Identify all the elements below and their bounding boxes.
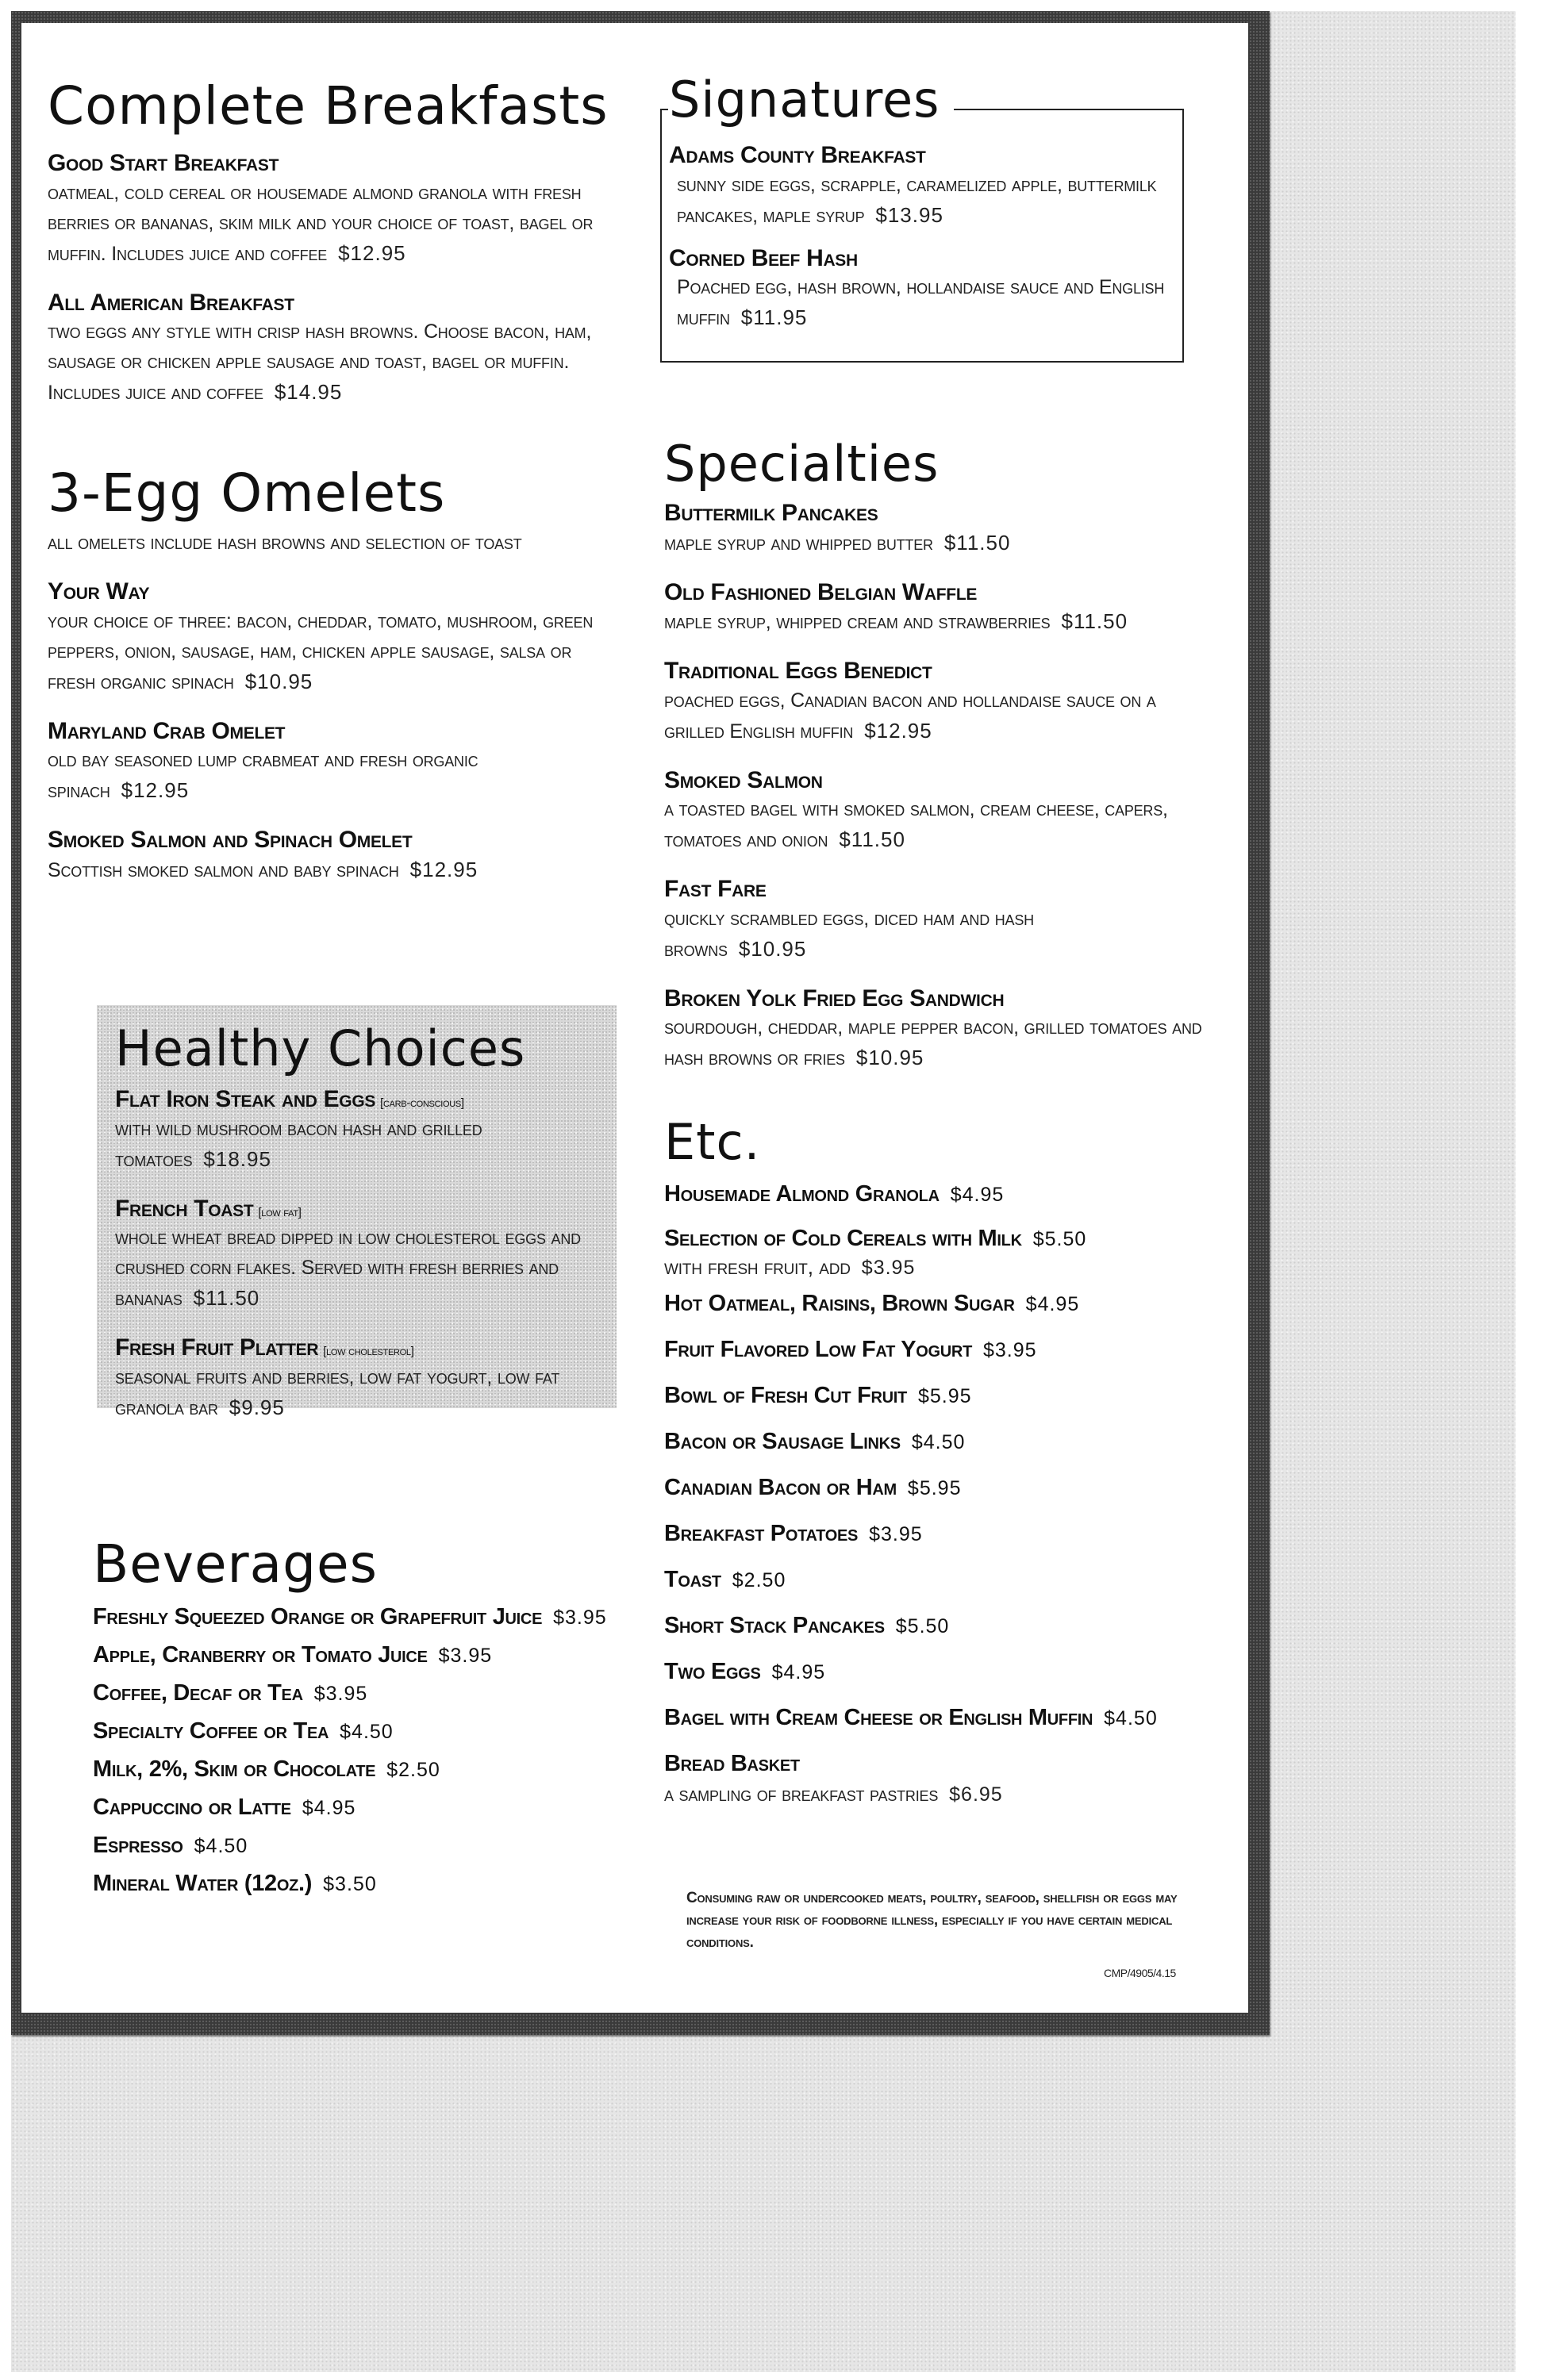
diet-tag: [low fat] — [258, 1205, 302, 1219]
item-price: $10.95 — [738, 936, 807, 961]
menu-item — [664, 658, 1212, 747]
etc-item — [664, 1419, 1220, 1465]
etc-item — [664, 1281, 1220, 1327]
section-title: Signatures — [669, 71, 940, 129]
item-name — [115, 1196, 607, 1223]
menu-item — [664, 579, 1212, 638]
menu-code: CMP/4905/4.15 — [1104, 1967, 1176, 1979]
item-description-text: sunny side eggs, scrapple, caramelized apple, buttermilk pancakes, maple syrup — [677, 173, 1157, 227]
item-description — [664, 606, 1212, 637]
item-name: Traditional Eggs Benedict — [664, 658, 932, 684]
item-price: $12.95 — [121, 778, 190, 802]
menu-item — [664, 985, 1212, 1074]
food-safety-disclaimer: Consuming raw or undercooked meats, poultry, seafood, shellfish or eggs may increase your risk of foodborne illness, especially if you have certain medical conditions. — [686, 1890, 1178, 1951]
item-price: $9.95 — [229, 1395, 285, 1419]
item-price: $12.95 — [409, 857, 478, 881]
item-name: Hot Oatmeal, Raisins, Brown Sugar — [664, 1291, 1015, 1316]
etc-item — [664, 1373, 1220, 1419]
item-name: Short Stack Pancakes — [664, 1613, 885, 1638]
item-price: $3.95 — [553, 1606, 607, 1629]
item-price: $5.50 — [1032, 1228, 1087, 1250]
item-price: $4.50 — [194, 1835, 248, 1857]
item-name: Mineral Water (12oz.) — [93, 1871, 313, 1896]
item-description — [664, 685, 1212, 747]
menu-item — [669, 142, 1177, 231]
item-description-text: two eggs any style with crisp hash browns. Choose bacon, ham, sausage or chicken apple sausage and toast, bagel or muffin. Includes juice and coffee — [48, 321, 592, 404]
menu-item — [664, 767, 1212, 856]
item-name: Freshly Squeezed Orange or Grapefruit Juice — [93, 1604, 543, 1630]
section-specialties — [664, 435, 1212, 1094]
item-name — [115, 1086, 607, 1114]
menu-item — [48, 290, 619, 409]
item-name: Maryland Crab Omelet — [48, 717, 286, 744]
item-name: Old Fashioned Belgian Waffle — [664, 578, 978, 605]
item-description-text: sourdough, cheddar, maple pepper bacon, grilled tomatoes and hash browns or fries — [664, 1016, 1202, 1069]
item-name: Housemade Almond Granola — [664, 1181, 940, 1207]
section-title: Specialties — [664, 435, 940, 493]
item-description-text: your choice of three: bacon, cheddar, tomato, mushroom, green peppers, onion, sausage, ham, chicken apple sausage, salsa or fresh organic spinach — [48, 609, 594, 693]
item-name: Fast Fare — [664, 876, 767, 902]
item-description — [664, 1779, 1220, 1810]
item-description — [48, 317, 619, 408]
section-omelets — [48, 463, 611, 906]
section-title: Complete Breakfasts — [48, 75, 609, 136]
etc-item — [664, 1327, 1220, 1373]
item-name-text: French Toast — [115, 1195, 254, 1222]
beverage-item — [93, 1713, 664, 1751]
item-price: $12.95 — [864, 718, 932, 743]
addon-price: $3.95 — [861, 1257, 916, 1279]
etc-item — [664, 1465, 1220, 1511]
item-description — [664, 904, 1109, 965]
item-description — [664, 1012, 1212, 1073]
item-name: Two Eggs — [664, 1659, 761, 1684]
item-price: $4.95 — [950, 1184, 1005, 1206]
item-name: Bacon or Sausage Links — [664, 1429, 901, 1454]
item-name: Coffee, Decaf or Tea — [93, 1680, 303, 1706]
beverage-item — [93, 1637, 664, 1675]
beverage-item — [93, 1789, 664, 1827]
section-title: Beverages — [93, 1534, 379, 1595]
beverage-item — [93, 1751, 664, 1789]
item-description-text: a toasted bagel with smoked salmon, cream cheese, capers, tomatoes and onion — [664, 798, 1168, 851]
item-price: $13.95 — [875, 202, 943, 227]
item-name: Milk, 2%, Skim or Chocolate — [93, 1756, 376, 1782]
section-title: Etc. — [664, 1113, 761, 1171]
item-name: Breakfast Potatoes — [664, 1521, 859, 1546]
item-addon — [664, 1253, 1220, 1281]
item-description — [48, 854, 611, 885]
item-name — [115, 1334, 607, 1362]
item-price: $10.95 — [244, 669, 313, 693]
item-price: $3.95 — [983, 1339, 1037, 1361]
menu-item — [115, 1334, 607, 1423]
item-name: Espresso — [93, 1833, 183, 1858]
item-description-text: old bay seasoned lump crabmeat and fresh organic spinach — [48, 749, 478, 802]
item-price: $14.95 — [274, 380, 343, 404]
item-price: $11.50 — [839, 827, 905, 851]
item-price: $4.50 — [1104, 1707, 1158, 1729]
diet-tag: [low cholesterol] — [323, 1345, 414, 1358]
beverage-item — [93, 1599, 664, 1637]
item-description — [669, 272, 1177, 333]
item-description-text: Poached egg, hash brown, hollandaise sauce and English muffin — [677, 276, 1165, 329]
item-price: $4.95 — [1025, 1293, 1080, 1315]
item-description — [48, 178, 619, 269]
item-price: $18.95 — [203, 1146, 271, 1171]
menu-item — [48, 827, 611, 885]
menu-item — [115, 1086, 607, 1175]
item-description — [48, 606, 611, 697]
item-price: $11.50 — [1061, 609, 1128, 633]
item-name: All American Breakfast — [48, 289, 294, 316]
item-name: Adams County Breakfast — [669, 142, 926, 168]
item-name: Bagel with Cream Cheese or English Muffin — [664, 1705, 1093, 1730]
etc-item — [664, 1511, 1220, 1557]
item-name: Bread Basket — [664, 1751, 800, 1776]
item-price: $12.95 — [338, 240, 406, 265]
menu-page — [21, 23, 1248, 2013]
item-name: Good Start Breakfast — [48, 150, 279, 176]
item-price: $6.95 — [949, 1783, 1003, 1806]
item-description-text: seasonal fruits and berries, low fat yogurt, low fat granola bar — [115, 1365, 560, 1419]
item-description-text: with wild mushroom bacon hash and grilled tomatoes — [115, 1117, 482, 1171]
item-name: Specialty Coffee or Tea — [93, 1718, 329, 1744]
item-description — [664, 528, 1212, 559]
item-description-text: maple syrup and whipped butter — [664, 532, 933, 555]
menu-item — [48, 718, 611, 807]
menu-item — [115, 1196, 607, 1315]
item-name: Toast — [664, 1567, 721, 1592]
item-description-text: a sampling of breakfast pastries — [664, 1783, 939, 1806]
section-title: Healthy Choices — [115, 1019, 526, 1077]
menu-item — [669, 245, 1177, 334]
item-price: $5.95 — [917, 1385, 972, 1407]
item-name: Cappuccino or Latte — [93, 1795, 291, 1820]
section-subtitle: all omelets include hash browns and selection of toast — [48, 532, 522, 554]
section-beverages — [93, 1534, 664, 1903]
item-description — [48, 745, 611, 806]
item-name: Fruit Flavored Low Fat Yogurt — [664, 1337, 972, 1362]
section-healthy-choices — [115, 1019, 607, 1444]
item-price: $3.95 — [869, 1523, 923, 1545]
etc-item — [664, 1218, 1220, 1281]
item-price: $2.50 — [386, 1759, 440, 1781]
item-name-text: Fresh Fruit Platter — [115, 1334, 319, 1361]
item-description-text: quickly scrambled eggs, diced ham and hash browns — [664, 907, 1034, 961]
item-price: $4.50 — [911, 1431, 966, 1453]
item-name: Broken Yolk Fried Egg Sandwich — [664, 985, 1005, 1012]
item-description-text: Scottish smoked salmon and baby spinach — [48, 858, 399, 881]
item-description-text: whole wheat bread dipped in low cholesterol eggs and crushed corn flakes. Served with fresh berries and bananas — [115, 1226, 581, 1310]
item-description-text: poached eggs, Canadian bacon and hollandaise sauce on a grilled English muffin — [664, 689, 1156, 743]
item-name: Selection of Cold Cereals with Milk — [664, 1226, 1022, 1251]
beverage-item — [93, 1827, 664, 1865]
item-name: Your Way — [48, 578, 150, 605]
item-price: $3.95 — [438, 1645, 493, 1667]
etc-item — [664, 1172, 1220, 1218]
section-etc — [664, 1113, 1220, 1810]
item-price: $4.95 — [771, 1661, 826, 1683]
item-name: Corned Beef Hash — [669, 244, 858, 271]
item-description — [115, 1114, 607, 1175]
diet-tag: [carb-conscious] — [380, 1096, 464, 1110]
item-description-text: oatmeal, cold cereal or housemade almond granola with fresh berries or bananas, skim milk and your choice of toast, bagel or muffin. Includes juice and coffee — [48, 181, 594, 265]
item-price: $4.50 — [340, 1721, 394, 1743]
item-description — [669, 170, 1177, 231]
item-name: Smoked Salmon and Spinach Omelet — [48, 827, 413, 853]
menu-item — [664, 500, 1212, 559]
item-description — [664, 794, 1212, 855]
etc-item — [664, 1603, 1220, 1649]
item-price: $3.95 — [313, 1683, 368, 1705]
etc-item — [664, 1557, 1220, 1603]
item-name-text: Flat Iron Steak and Eggs — [115, 1086, 376, 1112]
item-price: $2.50 — [732, 1569, 786, 1591]
item-price: $10.95 — [855, 1046, 924, 1069]
item-description — [115, 1223, 607, 1314]
beverage-item — [93, 1675, 664, 1713]
section-signatures — [669, 71, 1177, 354]
section-complete-breakfasts — [48, 75, 619, 428]
item-price: $11.50 — [193, 1286, 260, 1310]
menu-frame — [11, 11, 1270, 2035]
item-price: $4.95 — [302, 1797, 356, 1819]
item-price: $5.95 — [907, 1477, 962, 1499]
item-price: $3.50 — [323, 1873, 377, 1895]
item-name: Bowl of Fresh Cut Fruit — [664, 1383, 907, 1408]
item-name: Smoked Salmon — [664, 766, 823, 793]
etc-item — [664, 1649, 1220, 1695]
etc-item — [664, 1741, 1220, 1810]
item-name: Apple, Cranberry or Tomato Juice — [93, 1642, 428, 1668]
item-name: Canadian Bacon or Ham — [664, 1475, 897, 1500]
addon-label: with fresh fruit, add — [664, 1255, 851, 1279]
menu-item — [664, 876, 1212, 965]
section-title: 3-Egg Omelets — [48, 463, 446, 524]
item-price: $5.50 — [895, 1615, 950, 1637]
item-price: $11.50 — [943, 530, 1011, 555]
menu-item — [48, 150, 619, 269]
item-name: Buttermilk Pancakes — [664, 500, 878, 526]
item-description-text: maple syrup, whipped cream and strawberries — [664, 611, 1051, 633]
item-price: $11.95 — [740, 305, 808, 329]
beverage-item — [93, 1865, 664, 1903]
menu-item — [48, 578, 611, 697]
etc-item — [664, 1695, 1220, 1741]
item-description — [115, 1362, 607, 1423]
